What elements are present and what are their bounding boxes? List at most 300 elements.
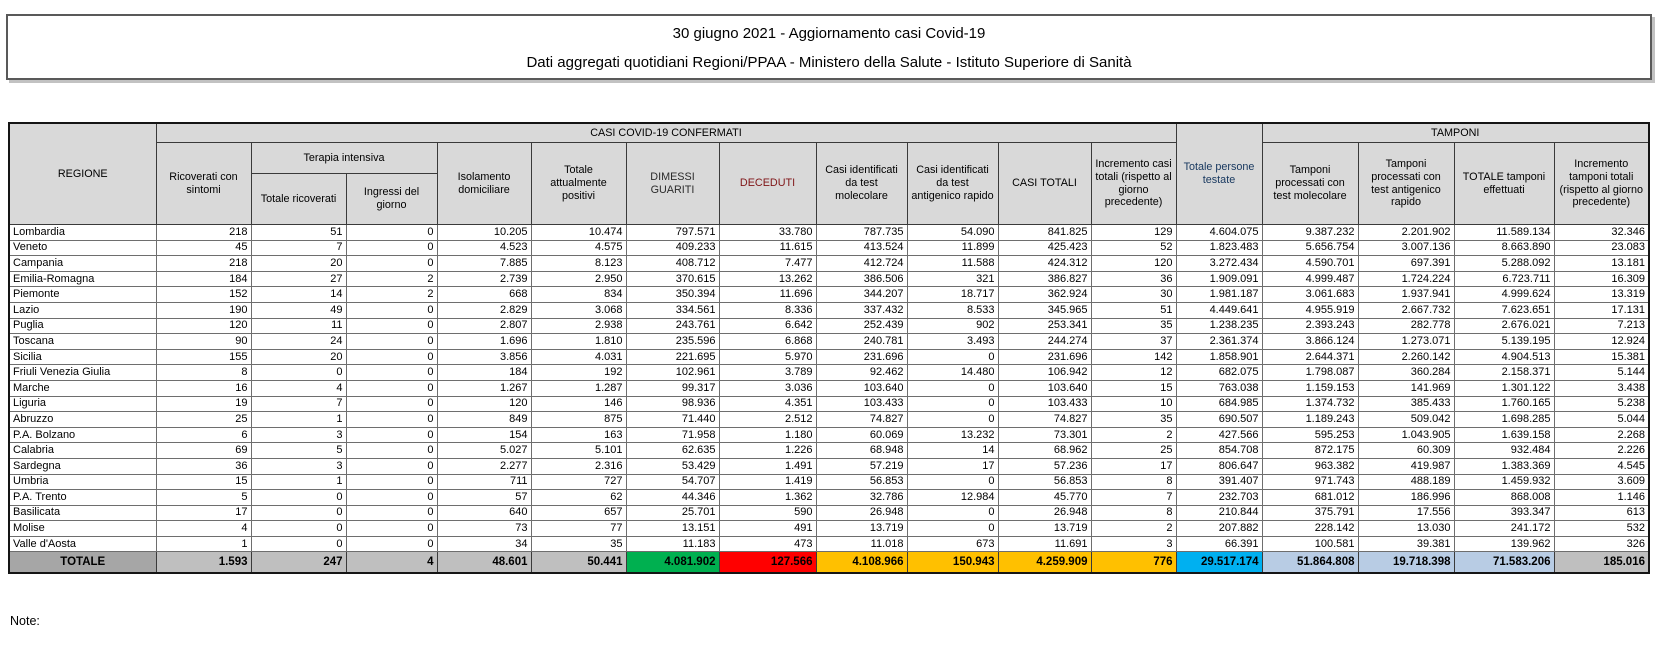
cell-value: 5.139.195 [1454, 334, 1554, 350]
cell-value: 5.144 [1554, 365, 1649, 381]
cell-value: 12 [1091, 365, 1176, 381]
column-header-incremento-tamponi: Incremento tamponi totali (rispetto al giorno precedente) [1554, 143, 1649, 225]
region-name: Friuli Venezia Giulia [9, 365, 156, 381]
cell-value: 321 [907, 271, 998, 287]
cell-value: 15.381 [1554, 349, 1649, 365]
cell-value: 4.259.909 [998, 552, 1091, 574]
table-row [9, 380, 1649, 396]
cell-value: 92.462 [816, 365, 907, 381]
cell-value: 33.780 [719, 225, 816, 241]
cell-value: 11.018 [816, 536, 907, 552]
table-row [9, 458, 1649, 474]
cell-value: 190 [156, 302, 251, 318]
note-label: Note: [10, 614, 40, 628]
cell-value: 5.288.092 [1454, 256, 1554, 272]
table-row [9, 474, 1649, 490]
cell-value: 640 [437, 505, 531, 521]
cell-value: 13.181 [1554, 256, 1649, 272]
cell-value: 71.583.206 [1454, 552, 1554, 574]
cell-value: 849 [437, 412, 531, 428]
cell-value: 1.238.235 [1176, 318, 1262, 334]
cell-value: 1.810 [531, 334, 626, 350]
region-name: Puglia [9, 318, 156, 334]
cell-value: 1.909.091 [1176, 271, 1262, 287]
cell-value: 681.012 [1262, 490, 1358, 506]
cell-value: 3.272.434 [1176, 256, 1262, 272]
cell-value: 8 [1091, 474, 1176, 490]
cell-value: 344.207 [816, 287, 907, 303]
cell-value: 13.232 [907, 427, 998, 443]
cell-value: 2.938 [531, 318, 626, 334]
cell-value: 7.477 [719, 256, 816, 272]
cell-value: 103.433 [816, 396, 907, 412]
cell-value: 4.351 [719, 396, 816, 412]
cell-value: 44.346 [626, 490, 719, 506]
table-row [9, 349, 1649, 365]
column-header-casi-antigenico: Casi identificati da test antigenico rapido [907, 143, 998, 225]
column-header-regione: REGIONE [9, 123, 156, 225]
cell-value: 15 [156, 474, 251, 490]
cell-value: 427.566 [1176, 427, 1262, 443]
cell-value: 0 [346, 240, 437, 256]
cell-value: 0 [346, 380, 437, 396]
cell-value: 360.284 [1358, 365, 1454, 381]
cell-value: 207.882 [1176, 521, 1262, 537]
cell-value: 155 [156, 349, 251, 365]
table-row [9, 240, 1649, 256]
cell-value: 25 [1091, 443, 1176, 459]
cell-value: 50.441 [531, 552, 626, 574]
cell-value: 23.083 [1554, 240, 1649, 256]
cell-value: 12.984 [907, 490, 998, 506]
cell-value: 1.226 [719, 443, 816, 459]
cell-value: 337.432 [816, 302, 907, 318]
cell-value: 419.987 [1358, 458, 1454, 474]
cell-value: 491 [719, 521, 816, 537]
cell-value: 1.043.905 [1358, 427, 1454, 443]
cell-value: 154 [437, 427, 531, 443]
cell-value: 218 [156, 256, 251, 272]
cell-value: 0 [346, 490, 437, 506]
cell-value: 12.924 [1554, 334, 1649, 350]
cell-value: 10.205 [437, 225, 531, 241]
cell-value: 9.387.232 [1262, 225, 1358, 241]
cell-value: 103.640 [998, 380, 1091, 396]
cell-value: 2.268 [1554, 427, 1649, 443]
column-header-tamponi-molecolare: Tamponi processati con test molecolare [1262, 143, 1358, 225]
cell-value: 0 [907, 474, 998, 490]
table-row [9, 365, 1649, 381]
cell-value: 2.512 [719, 412, 816, 428]
cell-value: 11.589.134 [1454, 225, 1554, 241]
cell-value: 4 [156, 521, 251, 537]
cell-value: 0 [907, 521, 998, 537]
cell-value: 2.316 [531, 458, 626, 474]
cell-value: 68.962 [998, 443, 1091, 459]
cell-value: 657 [531, 505, 626, 521]
cell-value: 391.407 [1176, 474, 1262, 490]
cell-value: 8 [156, 365, 251, 381]
cell-value: 53.429 [626, 458, 719, 474]
cell-value: 613 [1554, 505, 1649, 521]
cell-value: 74.827 [816, 412, 907, 428]
column-header-dimessi-guariti: DIMESSI GUARITI [626, 143, 719, 225]
cell-value: 35 [1091, 318, 1176, 334]
region-name: Basilicata [9, 505, 156, 521]
cell-value: 139.962 [1454, 536, 1554, 552]
cell-value: 902 [907, 318, 998, 334]
cell-value: 386.827 [998, 271, 1091, 287]
cell-value: 15 [1091, 380, 1176, 396]
cell-value: 11.899 [907, 240, 998, 256]
cell-value: 488.189 [1358, 474, 1454, 490]
cell-value: 66.391 [1176, 536, 1262, 552]
cell-value: 1.301.122 [1454, 380, 1554, 396]
cell-value: 2.644.371 [1262, 349, 1358, 365]
cell-value: 2.361.374 [1176, 334, 1262, 350]
cell-value: 0 [346, 318, 437, 334]
cell-value: 0 [346, 349, 437, 365]
cell-value: 56.853 [816, 474, 907, 490]
cell-value: 247 [251, 552, 346, 574]
cell-value: 1.858.901 [1176, 349, 1262, 365]
cell-value: 0 [346, 302, 437, 318]
cell-value: 4 [251, 380, 346, 396]
cell-value: 412.724 [816, 256, 907, 272]
cell-value: 473 [719, 536, 816, 552]
cell-value: 711 [437, 474, 531, 490]
cell-value: 62 [531, 490, 626, 506]
table-row [9, 271, 1649, 287]
covid-data-table [8, 122, 1650, 574]
cell-value: 8.663.890 [1454, 240, 1554, 256]
cell-value: 4.449.641 [1176, 302, 1262, 318]
cell-value: 5.044 [1554, 412, 1649, 428]
cell-value: 16.309 [1554, 271, 1649, 287]
cell-value: 0 [251, 490, 346, 506]
cell-value: 141.969 [1358, 380, 1454, 396]
cell-value: 11.691 [998, 536, 1091, 552]
cell-value: 1.419 [719, 474, 816, 490]
cell-value: 727 [531, 474, 626, 490]
cell-value: 231.696 [998, 349, 1091, 365]
region-name: Veneto [9, 240, 156, 256]
cell-value: 682.075 [1176, 365, 1262, 381]
cell-value: 29.517.174 [1176, 552, 1262, 574]
cell-value: 1.287 [531, 380, 626, 396]
cell-value: 129 [1091, 225, 1176, 241]
cell-value: 532 [1554, 521, 1649, 537]
cell-value: 386.506 [816, 271, 907, 287]
cell-value: 19.718.398 [1358, 552, 1454, 574]
region-name: P.A. Trento [9, 490, 156, 506]
cell-value: 4.031 [531, 349, 626, 365]
cell-value: 1.267 [437, 380, 531, 396]
cell-value: 1.639.158 [1454, 427, 1554, 443]
table-row [9, 287, 1649, 303]
cell-value: 184 [437, 365, 531, 381]
cell-value: 282.778 [1358, 318, 1454, 334]
cell-value: 57.236 [998, 458, 1091, 474]
cell-value: 98.936 [626, 396, 719, 412]
cell-value: 5.238 [1554, 396, 1649, 412]
cell-value: 26.948 [998, 505, 1091, 521]
table-row [9, 396, 1649, 412]
cell-value: 36 [156, 458, 251, 474]
cell-value: 57.219 [816, 458, 907, 474]
cell-value: 2.676.021 [1454, 318, 1554, 334]
cell-value: 45 [156, 240, 251, 256]
cell-value: 1.146 [1554, 490, 1649, 506]
cell-value: 1.273.071 [1358, 334, 1454, 350]
cell-value: 1.362 [719, 490, 816, 506]
cell-value: 103.433 [998, 396, 1091, 412]
cell-value: 241.172 [1454, 521, 1554, 537]
cell-value: 120 [156, 318, 251, 334]
cell-value: 834 [531, 287, 626, 303]
column-header-totale-tamponi: TOTALE tamponi effettuati [1454, 143, 1554, 225]
region-name: Piemonte [9, 287, 156, 303]
cell-value: 10 [1091, 396, 1176, 412]
cell-value: 90 [156, 334, 251, 350]
cell-value: 16 [156, 380, 251, 396]
cell-value: 11.696 [719, 287, 816, 303]
cell-value: 0 [907, 505, 998, 521]
cell-value: 13.151 [626, 521, 719, 537]
report-subtitle: Dati aggregati quotidiani Regioni/PPAA - Ministero della Salute - Istituto Superiore di Sanità [526, 54, 1132, 71]
report-title: 30 giugno 2021 - Aggiornamento casi Covid-19 [672, 25, 986, 42]
cell-value: 841.825 [998, 225, 1091, 241]
cell-value: 8.123 [531, 256, 626, 272]
cell-value: 393.347 [1454, 505, 1554, 521]
cell-value: 806.647 [1176, 458, 1262, 474]
cell-value: 240.781 [816, 334, 907, 350]
cell-value: 14 [907, 443, 998, 459]
cell-value: 2 [1091, 521, 1176, 537]
cell-value: 45.770 [998, 490, 1091, 506]
cell-value: 3 [251, 427, 346, 443]
cell-value: 425.423 [998, 240, 1091, 256]
cell-value: 7 [251, 240, 346, 256]
cell-value: 668 [437, 287, 531, 303]
cell-value: 375.791 [1262, 505, 1358, 521]
cell-value: 0 [251, 365, 346, 381]
cell-value: 0 [346, 365, 437, 381]
cell-value: 370.615 [626, 271, 719, 287]
cell-value: 4 [346, 552, 437, 574]
cell-value: 595.253 [1262, 427, 1358, 443]
column-header-ricoverati: Ricoverati con sintomi [156, 143, 251, 225]
cell-value: 100.581 [1262, 536, 1358, 552]
cell-value: 0 [346, 412, 437, 428]
cell-value: 4.108.966 [816, 552, 907, 574]
cell-value: 409.233 [626, 240, 719, 256]
cell-value: 4.523 [437, 240, 531, 256]
cell-value: 11.183 [626, 536, 719, 552]
region-name: Molise [9, 521, 156, 537]
table-row [9, 334, 1649, 350]
cell-value: 68.948 [816, 443, 907, 459]
cell-value: 0 [907, 412, 998, 428]
cell-value: 34 [437, 536, 531, 552]
cell-value: 48.601 [437, 552, 531, 574]
region-name: Sardegna [9, 458, 156, 474]
cell-value: 8 [1091, 505, 1176, 521]
cell-value: 1.491 [719, 458, 816, 474]
cell-value: 0 [346, 396, 437, 412]
table-row [9, 443, 1649, 459]
cell-value: 3.856 [437, 349, 531, 365]
cell-value: 3 [1091, 536, 1176, 552]
cell-value: 8.533 [907, 302, 998, 318]
cell-value: 2.739 [437, 271, 531, 287]
cell-value: 684.985 [1176, 396, 1262, 412]
cell-value: 184 [156, 271, 251, 287]
cell-value: 872.175 [1262, 443, 1358, 459]
cell-value: 13.262 [719, 271, 816, 287]
cell-value: 51.864.808 [1262, 552, 1358, 574]
cell-value: 3.068 [531, 302, 626, 318]
table-row [9, 256, 1649, 272]
cell-value: 1 [251, 474, 346, 490]
region-name: Umbria [9, 474, 156, 490]
cell-value: 6 [156, 427, 251, 443]
cell-value: 1.937.941 [1358, 287, 1454, 303]
cell-value: 14.480 [907, 365, 998, 381]
cell-value: 2.201.902 [1358, 225, 1454, 241]
cell-value: 963.382 [1262, 458, 1358, 474]
report-title-box [6, 14, 1652, 80]
cell-value: 4.081.902 [626, 552, 719, 574]
cell-value: 776 [1091, 552, 1176, 574]
cell-value: 1.159.153 [1262, 380, 1358, 396]
cell-value: 11.588 [907, 256, 998, 272]
cell-value: 868.008 [1454, 490, 1554, 506]
cell-value: 334.561 [626, 302, 719, 318]
table-row [9, 536, 1649, 552]
cell-value: 1.823.483 [1176, 240, 1262, 256]
cell-value: 0 [907, 380, 998, 396]
cell-value: 0 [346, 225, 437, 241]
table-row [9, 225, 1649, 241]
cell-value: 326 [1554, 536, 1649, 552]
cell-value: 252.439 [816, 318, 907, 334]
table-body [9, 225, 1649, 574]
cell-value: 0 [346, 505, 437, 521]
region-name: Calabria [9, 443, 156, 459]
cell-value: 0 [251, 505, 346, 521]
region-name: Toscana [9, 334, 156, 350]
cell-value: 56.853 [998, 474, 1091, 490]
cell-value: 590 [719, 505, 816, 521]
cell-value: 32.786 [816, 490, 907, 506]
cell-value: 3.438 [1554, 380, 1649, 396]
cell-value: 690.507 [1176, 412, 1262, 428]
cell-value: 2.260.142 [1358, 349, 1454, 365]
cell-value: 228.142 [1262, 521, 1358, 537]
cell-value: 7.885 [437, 256, 531, 272]
cell-value: 13.319 [1554, 287, 1649, 303]
cell-value: 25.701 [626, 505, 719, 521]
cell-value: 0 [907, 349, 998, 365]
cell-value: 27 [251, 271, 346, 287]
cell-value: 35 [1091, 412, 1176, 428]
cell-value: 35 [531, 536, 626, 552]
cell-value: 3.789 [719, 365, 816, 381]
cell-value: 875 [531, 412, 626, 428]
cell-value: 7.623.651 [1454, 302, 1554, 318]
cell-value: 13.030 [1358, 521, 1454, 537]
cell-value: 5.027 [437, 443, 531, 459]
column-header-persone-testate: Totale persone testate [1176, 123, 1262, 225]
cell-value: 73 [437, 521, 531, 537]
cell-value: 0 [346, 474, 437, 490]
cell-value: 4.590.701 [1262, 256, 1358, 272]
cell-value: 103.640 [816, 380, 907, 396]
cell-value: 17 [1091, 458, 1176, 474]
header-sub-row [9, 143, 1649, 174]
cell-value: 73.301 [998, 427, 1091, 443]
table-header [9, 123, 1649, 225]
cell-value: 20 [251, 349, 346, 365]
cell-value: 39.381 [1358, 536, 1454, 552]
cell-value: 52 [1091, 240, 1176, 256]
cell-value: 2.667.732 [1358, 302, 1454, 318]
cell-value: 4.999.624 [1454, 287, 1554, 303]
cell-value: 57 [437, 490, 531, 506]
cell-value: 3.493 [907, 334, 998, 350]
table-row [9, 427, 1649, 443]
cell-value: 697.391 [1358, 256, 1454, 272]
cell-value: 150.943 [907, 552, 998, 574]
cell-value: 17.556 [1358, 505, 1454, 521]
cell-value: 2.277 [437, 458, 531, 474]
cell-value: 2.158.371 [1454, 365, 1554, 381]
column-header-attualmente-positivi: Totale attualmente positivi [531, 143, 626, 225]
cell-value: 1.189.243 [1262, 412, 1358, 428]
cell-value: 0 [346, 427, 437, 443]
table-row [9, 505, 1649, 521]
table-row [9, 490, 1649, 506]
cell-value: 54.090 [907, 225, 998, 241]
cell-value: 0 [346, 521, 437, 537]
cell-value: 1.180 [719, 427, 816, 443]
cell-value: 14 [251, 287, 346, 303]
cell-value: 7 [1091, 490, 1176, 506]
cell-value: 163 [531, 427, 626, 443]
cell-value: 1.374.732 [1262, 396, 1358, 412]
cell-value: 2.950 [531, 271, 626, 287]
cell-value: 6.723.711 [1454, 271, 1554, 287]
cell-value: 1.760.165 [1454, 396, 1554, 412]
cell-value: 7 [251, 396, 346, 412]
casi-confermati-band: CASI COVID-19 CONFERMATI [156, 123, 1176, 143]
cell-value: 1.981.187 [1176, 287, 1262, 303]
cell-value: 10.474 [531, 225, 626, 241]
cell-value: 13.719 [998, 521, 1091, 537]
cell-value: 0 [251, 536, 346, 552]
cell-value: 51 [251, 225, 346, 241]
cell-value: 2.829 [437, 302, 531, 318]
cell-value: 0 [346, 458, 437, 474]
cell-value: 218 [156, 225, 251, 241]
cell-value: 60.069 [816, 427, 907, 443]
cell-value: 2 [1091, 427, 1176, 443]
cell-value: 5 [251, 443, 346, 459]
region-name: Abruzzo [9, 412, 156, 428]
cell-value: 2.393.243 [1262, 318, 1358, 334]
cell-value: 30 [1091, 287, 1176, 303]
